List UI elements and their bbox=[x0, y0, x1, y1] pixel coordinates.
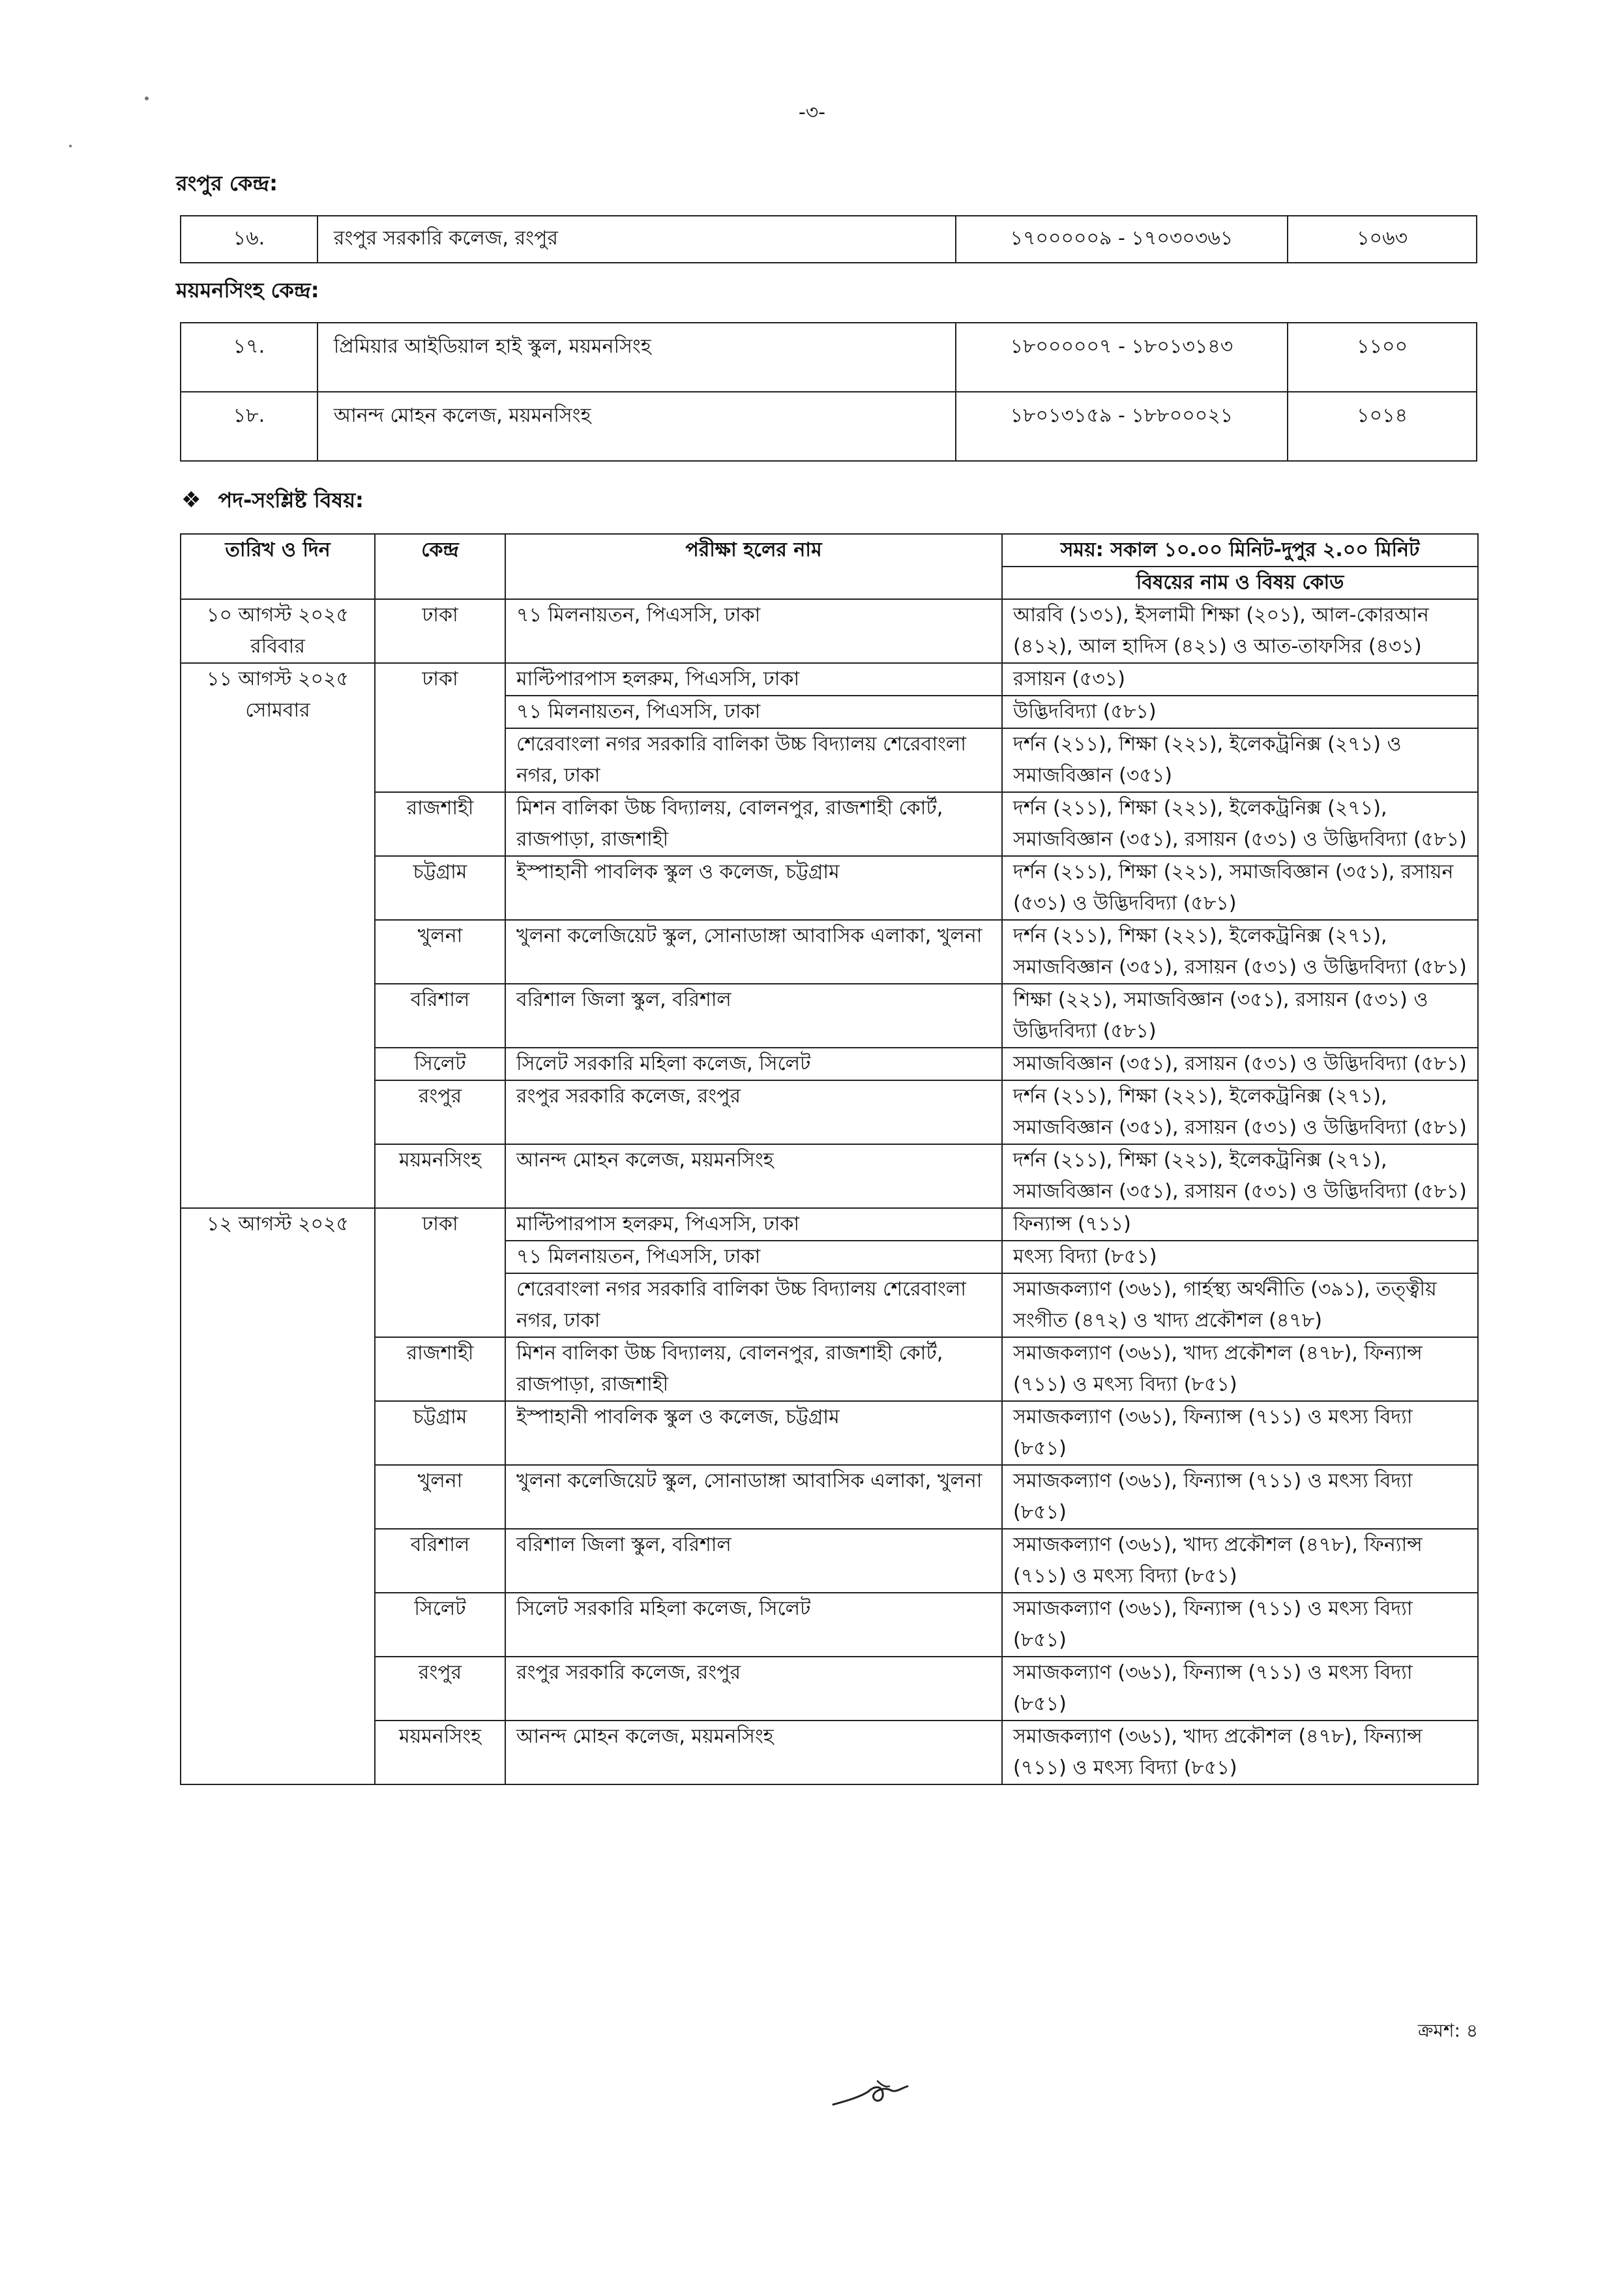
subject-cell: সমাজকল্যাণ (৩৬১), গার্হস্থ্য অর্থনীতি (৩৯১), তত্ত্বীয় সংগীত (৪৭২) ও খাদ্য প্রকৌশল (৪৭৮) bbox=[1002, 1273, 1478, 1337]
subject-cell: শিক্ষা (২২১), সমাজবিজ্ঞান (৩৫১), রসায়ন (৫৩১) ও উদ্ভিদবিদ্যা (৫৮১) bbox=[1002, 984, 1478, 1048]
scan-speck bbox=[69, 145, 72, 147]
subject-cell: সমাজকল্যাণ (৩৬১), খাদ্য প্রকৌশল (৪৭৮), ফিন্যান্স (৭১১) ও মৎস্য বিদ্যা (৮৫১) bbox=[1002, 1337, 1478, 1401]
table-row bbox=[181, 1048, 1478, 1080]
table-row bbox=[181, 792, 1478, 856]
count-cell: ১১০০ bbox=[1288, 323, 1477, 392]
header-time: সময়: সকাল ১০.০০ মিনিট-দুপুর ২.০০ মিনিট bbox=[1002, 534, 1478, 567]
center-cell: রংপুর bbox=[375, 1080, 505, 1144]
mymensingh-center-table bbox=[180, 322, 1477, 462]
roll-range-cell: ১৮০০০০০৭ - ১৮০১৩১৪৩ bbox=[956, 323, 1288, 392]
subject-cell: দর্শন (২১১), শিক্ষা (২২১), ইলেকট্রনিক্স (২৭১), সমাজবিজ্ঞান (৩৫১), রসায়ন (৫৩১) ও উদ্ভিদবিদ্যা (৫৮১) bbox=[1002, 792, 1478, 856]
hall-cell: মিশন বালিকা উচ্চ বিদ্যালয়, বোলনপুর, রাজশাহী কোর্ট, রাজপাড়া, রাজশাহী bbox=[505, 792, 1002, 856]
table-row bbox=[181, 599, 1478, 663]
subject-cell: দর্শন (২১১), শিক্ষা (২২১), ইলেকট্রনিক্স (২৭১), সমাজবিজ্ঞান (৩৫১), রসায়ন (৫৩১) ও উদ্ভিদবিদ্যা (৫৮১) bbox=[1002, 920, 1478, 984]
venue-cell: প্রিমিয়ার আইডিয়াল হাই স্কুল, ময়মনসিংহ bbox=[317, 323, 956, 392]
table-row bbox=[181, 920, 1478, 984]
table-row bbox=[181, 1208, 1478, 1241]
serial-cell: ১৭. bbox=[181, 323, 317, 392]
serial-cell: ১৬. bbox=[181, 216, 317, 263]
center-cell: ময়মনসিংহ bbox=[375, 1144, 505, 1208]
post-section-title-row bbox=[181, 484, 364, 519]
hall-cell: ইস্পাহানী পাবলিক স্কুল ও কলেজ, চট্টগ্রাম bbox=[505, 856, 1002, 920]
table-row bbox=[181, 1080, 1478, 1144]
center-cell: রাজশাহী bbox=[375, 792, 505, 856]
hall-cell: রংপুর সরকারি কলেজ, রংপুর bbox=[505, 1657, 1002, 1721]
table-row bbox=[181, 1529, 1478, 1593]
subject-cell: দর্শন (২১১), শিক্ষা (২২১), ইলেকট্রনিক্স (২৭১) ও সমাজবিজ্ঞান (৩৫১) bbox=[1002, 728, 1478, 792]
date-cell: ১২ আগস্ট ২০২৫ bbox=[181, 1208, 375, 1784]
date-cell: ১০ আগস্ট ২০২৫ রবিবার bbox=[181, 599, 375, 663]
header-subject: বিষয়ের নাম ও বিষয় কোড bbox=[1002, 567, 1478, 599]
venue-cell: আনন্দ মোহন কলেজ, ময়মনসিংহ bbox=[317, 392, 956, 461]
subject-cell: সমাজকল্যাণ (৩৬১), ফিন্যান্স (৭১১) ও মৎস্য বিদ্যা (৮৫১) bbox=[1002, 1401, 1478, 1465]
center-cell: বরিশাল bbox=[375, 1529, 505, 1593]
table-row bbox=[181, 1593, 1478, 1657]
rangpur-center-table bbox=[180, 215, 1477, 263]
center-cell: বরিশাল bbox=[375, 984, 505, 1048]
hall-cell: মাল্টিপারপাস হলরুম, পিএসসি, ঢাকা bbox=[505, 663, 1002, 696]
hall-cell: আনন্দ মোহন কলেজ, ময়মনসিংহ bbox=[505, 1144, 1002, 1208]
signature bbox=[828, 2072, 919, 2118]
diamond-bullet-icon: ❖ bbox=[181, 487, 201, 513]
center-cell: খুলনা bbox=[375, 1465, 505, 1529]
hall-cell: খুলনা কলেজিয়েট স্কুল, সোনাডাঙ্গা আবাসিক এলাকা, খুলনা bbox=[505, 920, 1002, 984]
rangpur-center-title: রংপুর কেন্দ্র: bbox=[176, 171, 278, 196]
table-row bbox=[181, 1337, 1478, 1401]
hall-cell: রংপুর সরকারি কলেজ, রংপুর bbox=[505, 1080, 1002, 1144]
hall-cell: বরিশাল জিলা স্কুল, বরিশাল bbox=[505, 1529, 1002, 1593]
center-cell: ঢাকা bbox=[375, 599, 505, 663]
subject-cell: সমাজকল্যাণ (৩৬১), ফিন্যান্স (৭১১) ও মৎস্য বিদ্যা (৮৫১) bbox=[1002, 1465, 1478, 1529]
table-row bbox=[181, 1657, 1478, 1721]
hall-cell: মাল্টিপারপাস হলরুম, পিএসসি, ঢাকা bbox=[505, 1208, 1002, 1241]
header-center: কেন্দ্র bbox=[375, 534, 505, 599]
center-cell: ঢাকা bbox=[375, 1208, 505, 1337]
header-date: তারিখ ও দিন bbox=[181, 534, 375, 599]
table-row bbox=[181, 1401, 1478, 1465]
subject-cell: সমাজকল্যাণ (৩৬১), ফিন্যান্স (৭১১) ও মৎস্য বিদ্যা (৮৫১) bbox=[1002, 1657, 1478, 1721]
exam-schedule-table bbox=[180, 533, 1479, 1785]
table-row bbox=[181, 323, 1477, 392]
hall-cell: মিশন বালিকা উচ্চ বিদ্যালয়, বোলনপুর, রাজশাহী কোর্ট, রাজপাড়া, রাজশাহী bbox=[505, 1337, 1002, 1401]
subject-cell: মৎস্য বিদ্যা (৮৫১) bbox=[1002, 1241, 1478, 1273]
table-row bbox=[181, 1721, 1478, 1784]
center-cell: সিলেট bbox=[375, 1593, 505, 1657]
subject-cell: রসায়ন (৫৩১) bbox=[1002, 663, 1478, 696]
hall-cell: সিলেট সরকারি মহিলা কলেজ, সিলেট bbox=[505, 1048, 1002, 1080]
roll-range-cell: ১৭০০০০০৯ - ১৭০৩০৩৬১ bbox=[956, 216, 1288, 263]
date-cell: ১১ আগস্ট ২০২৫ সোমবার bbox=[181, 663, 375, 1208]
continuation-note: ক্রমশ: ৪ bbox=[1417, 2020, 1478, 2041]
subject-cell: দর্শন (২১১), শিক্ষা (২২১), ইলেকট্রনিক্স (২৭১), সমাজবিজ্ঞান (৩৫১), রসায়ন (৫৩১) ও উদ্ভিদবিদ্যা (৫৮১) bbox=[1002, 1144, 1478, 1208]
table-row bbox=[181, 1144, 1478, 1208]
count-cell: ১০১৪ bbox=[1288, 392, 1477, 461]
hall-cell: শেরেবাংলা নগর সরকারি বালিকা উচ্চ বিদ্যালয় শেরেবাংলা নগর, ঢাকা bbox=[505, 1273, 1002, 1337]
hall-cell: বরিশাল জিলা স্কুল, বরিশাল bbox=[505, 984, 1002, 1048]
center-cell: ঢাকা bbox=[375, 663, 505, 792]
hall-cell: ৭১ মিলনায়তন, পিএসসি, ঢাকা bbox=[505, 696, 1002, 728]
table-row bbox=[181, 663, 1478, 696]
center-cell: সিলেট bbox=[375, 1048, 505, 1080]
subject-cell: উদ্ভিদবিদ্যা (৫৮১) bbox=[1002, 696, 1478, 728]
post-section-title: পদ-সংশ্লিষ্ট বিষয়: bbox=[218, 488, 364, 512]
table-row bbox=[181, 856, 1478, 920]
page-number: -৩- bbox=[798, 101, 826, 124]
table-row bbox=[181, 392, 1477, 461]
subject-cell: সমাজকল্যাণ (৩৬১), ফিন্যান্স (৭১১) ও মৎস্য বিদ্যা (৮৫১) bbox=[1002, 1593, 1478, 1657]
subject-cell: সমাজকল্যাণ (৩৬১), খাদ্য প্রকৌশল (৪৭৮), ফিন্যান্স (৭১১) ও মৎস্য বিদ্যা (৮৫১) bbox=[1002, 1721, 1478, 1784]
subject-cell: সমাজকল্যাণ (৩৬১), খাদ্য প্রকৌশল (৪৭৮), ফিন্যান্স (৭১১) ও মৎস্য বিদ্যা (৮৫১) bbox=[1002, 1529, 1478, 1593]
hall-cell: সিলেট সরকারি মহিলা কলেজ, সিলেট bbox=[505, 1593, 1002, 1657]
hall-cell: শেরেবাংলা নগর সরকারি বালিকা উচ্চ বিদ্যালয় শেরেবাংলা নগর, ঢাকা bbox=[505, 728, 1002, 792]
subject-cell: দর্শন (২১১), শিক্ষা (২২১), ইলেকট্রনিক্স (২৭১), সমাজবিজ্ঞান (৩৫১), রসায়ন (৫৩১) ও উদ্ভিদবিদ্যা (৫৮১) bbox=[1002, 1080, 1478, 1144]
subject-cell: সমাজবিজ্ঞান (৩৫১), রসায়ন (৫৩১) ও উদ্ভিদবিদ্যা (৫৮১) bbox=[1002, 1048, 1478, 1080]
roll-range-cell: ১৮০১৩১৫৯ - ১৮৮০০০২১ bbox=[956, 392, 1288, 461]
subject-cell: আরবি (১৩১), ইসলামী শিক্ষা (২০১), আল-কোরআন (৪১২), আল হাদিস (৪২১) ও আত-তাফসির (৪৩১) bbox=[1002, 599, 1478, 663]
center-cell: খুলনা bbox=[375, 920, 505, 984]
center-cell: চট্টগ্রাম bbox=[375, 1401, 505, 1465]
table-row bbox=[181, 984, 1478, 1048]
header-hall: পরীক্ষা হলের নাম bbox=[505, 534, 1002, 599]
hall-cell: ৭১ মিলনায়তন, পিএসসি, ঢাকা bbox=[505, 599, 1002, 663]
table-row bbox=[181, 1465, 1478, 1529]
hall-cell: খুলনা কলেজিয়েট স্কুল, সোনাডাঙ্গা আবাসিক এলাকা, খুলনা bbox=[505, 1465, 1002, 1529]
center-cell: ময়মনসিংহ bbox=[375, 1721, 505, 1784]
count-cell: ১০৬৩ bbox=[1288, 216, 1477, 263]
center-cell: চট্টগ্রাম bbox=[375, 856, 505, 920]
serial-cell: ১৮. bbox=[181, 392, 317, 461]
center-cell: রাজশাহী bbox=[375, 1337, 505, 1401]
mymensingh-center-title: ময়মনসিংহ কেন্দ্র: bbox=[176, 278, 319, 303]
hall-cell: আনন্দ মোহন কলেজ, ময়মনসিংহ bbox=[505, 1721, 1002, 1784]
hall-cell: ইস্পাহানী পাবলিক স্কুল ও কলেজ, চট্টগ্রাম bbox=[505, 1401, 1002, 1465]
center-cell: রংপুর bbox=[375, 1657, 505, 1721]
venue-cell: রংপুর সরকারি কলেজ, রংপুর bbox=[317, 216, 956, 263]
table-row bbox=[181, 216, 1477, 263]
hall-cell: ৭১ মিলনায়তন, পিএসসি, ঢাকা bbox=[505, 1241, 1002, 1273]
subject-cell: দর্শন (২১১), শিক্ষা (২২১), সমাজবিজ্ঞান (৩৫১), রসায়ন (৫৩১) ও উদ্ভিদবিদ্যা (৫৮১) bbox=[1002, 856, 1478, 920]
subject-cell: ফিন্যান্স (৭১১) bbox=[1002, 1208, 1478, 1241]
header-row bbox=[181, 534, 1478, 567]
